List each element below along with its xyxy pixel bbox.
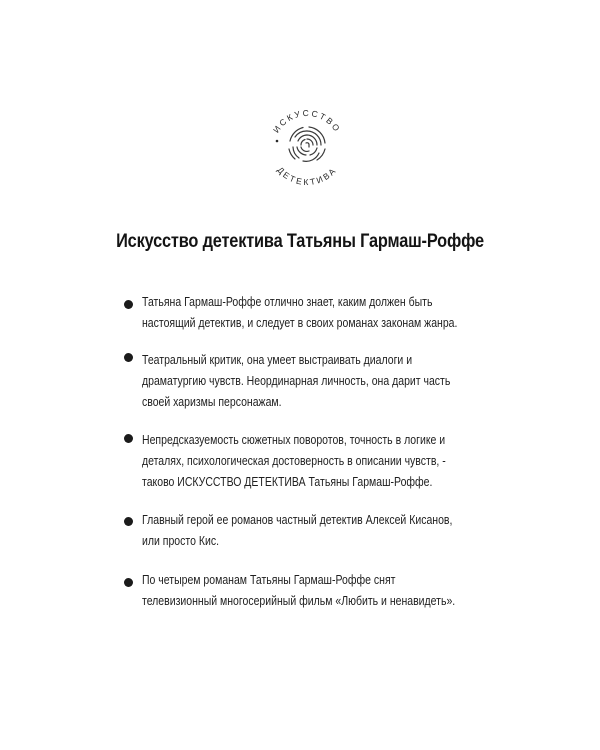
list-item [124,510,512,552]
bullet-dot-icon [124,434,133,443]
page-title: Искусство детектива Татьяны Гармаш-Роффе [116,231,484,252]
text-line: Непредсказуемость сюжетных поворотов, точность в логике и [142,433,446,447]
list-item [124,570,515,612]
bullet-dot-icon [124,578,133,587]
text-line: По четырем романам Татьяны Гармаш-Роффе снят [142,573,396,587]
bullet-dot-icon [124,300,133,309]
logo [259,97,355,193]
list-item-text [142,570,455,612]
text-line: таково ИСКУССТВО ДЕТЕКТИВА Татьяны Гармаш-Роффе. [142,475,433,489]
list-item [124,430,504,493]
list-item-text [142,510,452,552]
list-item-text [142,430,446,493]
list-item [124,292,518,334]
text-line: своей харизмы персонажам. [142,395,282,409]
text-line: телевизионный многосерийный фильм «Любить и ненавидеть». [142,594,456,608]
list-item-text [142,350,450,413]
text-line: настоящий детектив, и следует в своих романах законам жанра. [142,316,458,330]
bullet-dot-icon [124,517,133,526]
text-line: драматургию чувств. Неординарная личность, она дарит часть [142,374,451,388]
bullet-dot-icon [124,353,133,362]
list-item [124,350,509,413]
text-line: Главный герой ее романов частный детектив Алексей Кисанов, [142,513,453,527]
text-line: Театральный критик, она умеет выстраивать диалоги и [142,353,413,367]
text-line: Татьяна Гармаш-Роффе отлично знает, каким должен быть [142,295,433,309]
fingerprint-icon [259,97,355,193]
text-line: или просто Кис. [142,534,219,548]
text-line: деталях, психологическая достоверность в описании чувств, - [142,454,446,468]
logo-text-top: ИСКУССТВО [270,107,344,135]
logo-text-bottom: ДЕТЕКТИВА [275,164,339,188]
list-item-text [142,292,457,334]
